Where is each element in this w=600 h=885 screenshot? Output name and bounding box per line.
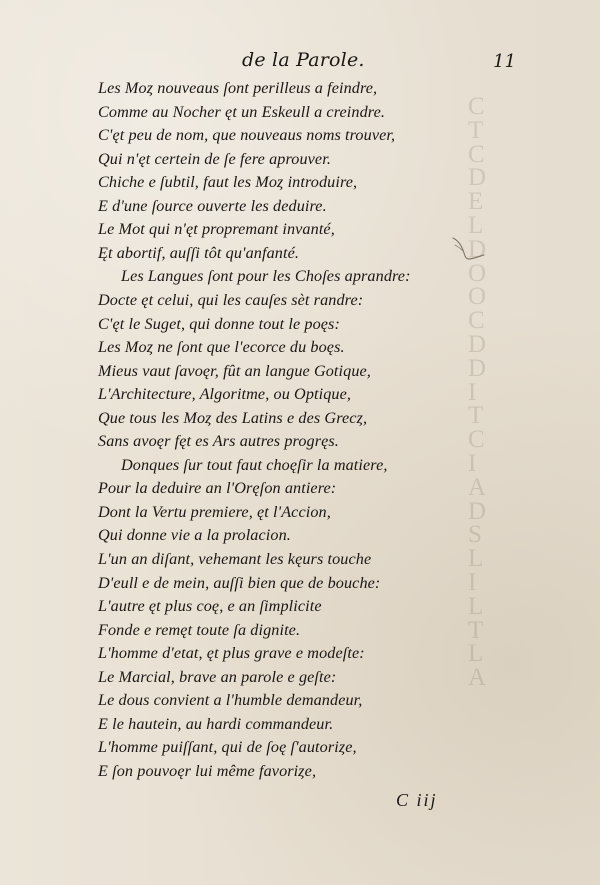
verse-line: Docte ęt celui, qui les cauſes sèt randre: [98, 290, 364, 309]
signature-mark: C iij [396, 790, 438, 810]
verse-line: Qui donne vie a la prolacion. [98, 526, 291, 545]
verse-block [98, 77, 488, 780]
verse-line: Les Moȥ nouveaus ſont perilleus a feindre, [98, 79, 378, 97]
verse-line: L'homme puiſſant, qui de ſoę ſ'autoriȥe, [98, 738, 357, 757]
ink-mark [451, 236, 487, 264]
verse-line: Que tous les Moȥ des Latins e des Grecȥ, [98, 408, 368, 427]
verse-line: Le Marcial, brave an parole e geſte: [98, 667, 337, 686]
verse-line: C'ęt le Suget, qui donne tout le poęs: [98, 314, 340, 333]
verse-line: Le dous convient a l'humble demandeur, [98, 691, 363, 710]
verse-line: Le Mot qui n'ęt propremant invanté, [98, 220, 335, 239]
verse-line: Sans avoęr fęt es Ars autres progręs. [98, 432, 339, 451]
verse-line: Mieus vaut ſavoęr, fût an langue Gotique, [98, 361, 371, 380]
page-number: 11 [493, 51, 516, 72]
verse-line: Les Moȥ ne ſont que l'ecorce du boęs. [98, 338, 345, 357]
verse-line: Comme au Nocher ęt un Eskeull a creindre. [98, 102, 386, 121]
verse-line: E ſon pouvoęr lui même favoriȥe, [98, 761, 317, 780]
verse-line: L'autre ęt plus coę, e an ſimplicite [98, 597, 322, 616]
verse-line: Les Langues ſont pour les Choſes aprandre: [121, 267, 411, 286]
verse-line: L'homme d'etat, ęt plus grave e modeſte: [98, 644, 365, 663]
verse-line: D'eull e de mein, auſſi bien que de bouche: [98, 573, 381, 592]
verse-line: Ęt abortif, auſſi tôt qu'anfanté. [98, 243, 300, 262]
running-header [0, 49, 600, 79]
show-through-text: C T C D E L D O O C D D I T C I A D S L I L T L A [468, 95, 487, 692]
verse-line: Pour la deduire an l'Oręſon antiere: [98, 479, 337, 498]
verse-line: Fonde e remęt toute ſa dignite. [98, 620, 301, 639]
verse-line: Qui n'ęt certein de ſe fere aprouver. [98, 149, 331, 168]
verse-line: L'un an diſant, vehemant les kęurs touche [98, 550, 372, 568]
verse-line: E le hautein, au hardi commandeur. [98, 714, 334, 733]
verse-line: Chiche e ſubtil, faut les Moȥ introduire, [98, 173, 358, 192]
verse-line: E d'une ſource ouverte les deduire. [98, 196, 327, 215]
running-title: de la Parole. [242, 49, 365, 71]
verse-line: Dont la Vertu premiere, ęt l'Accion, [98, 502, 331, 521]
verse-line: L'Architecture, Algoritme, ou Optique, [98, 385, 352, 404]
verse-line: C'ęt peu de nom, que nouveaus noms trouver, [98, 126, 396, 145]
verse-line: Donques ſur tout faut choęſir la matiere, [121, 455, 388, 474]
